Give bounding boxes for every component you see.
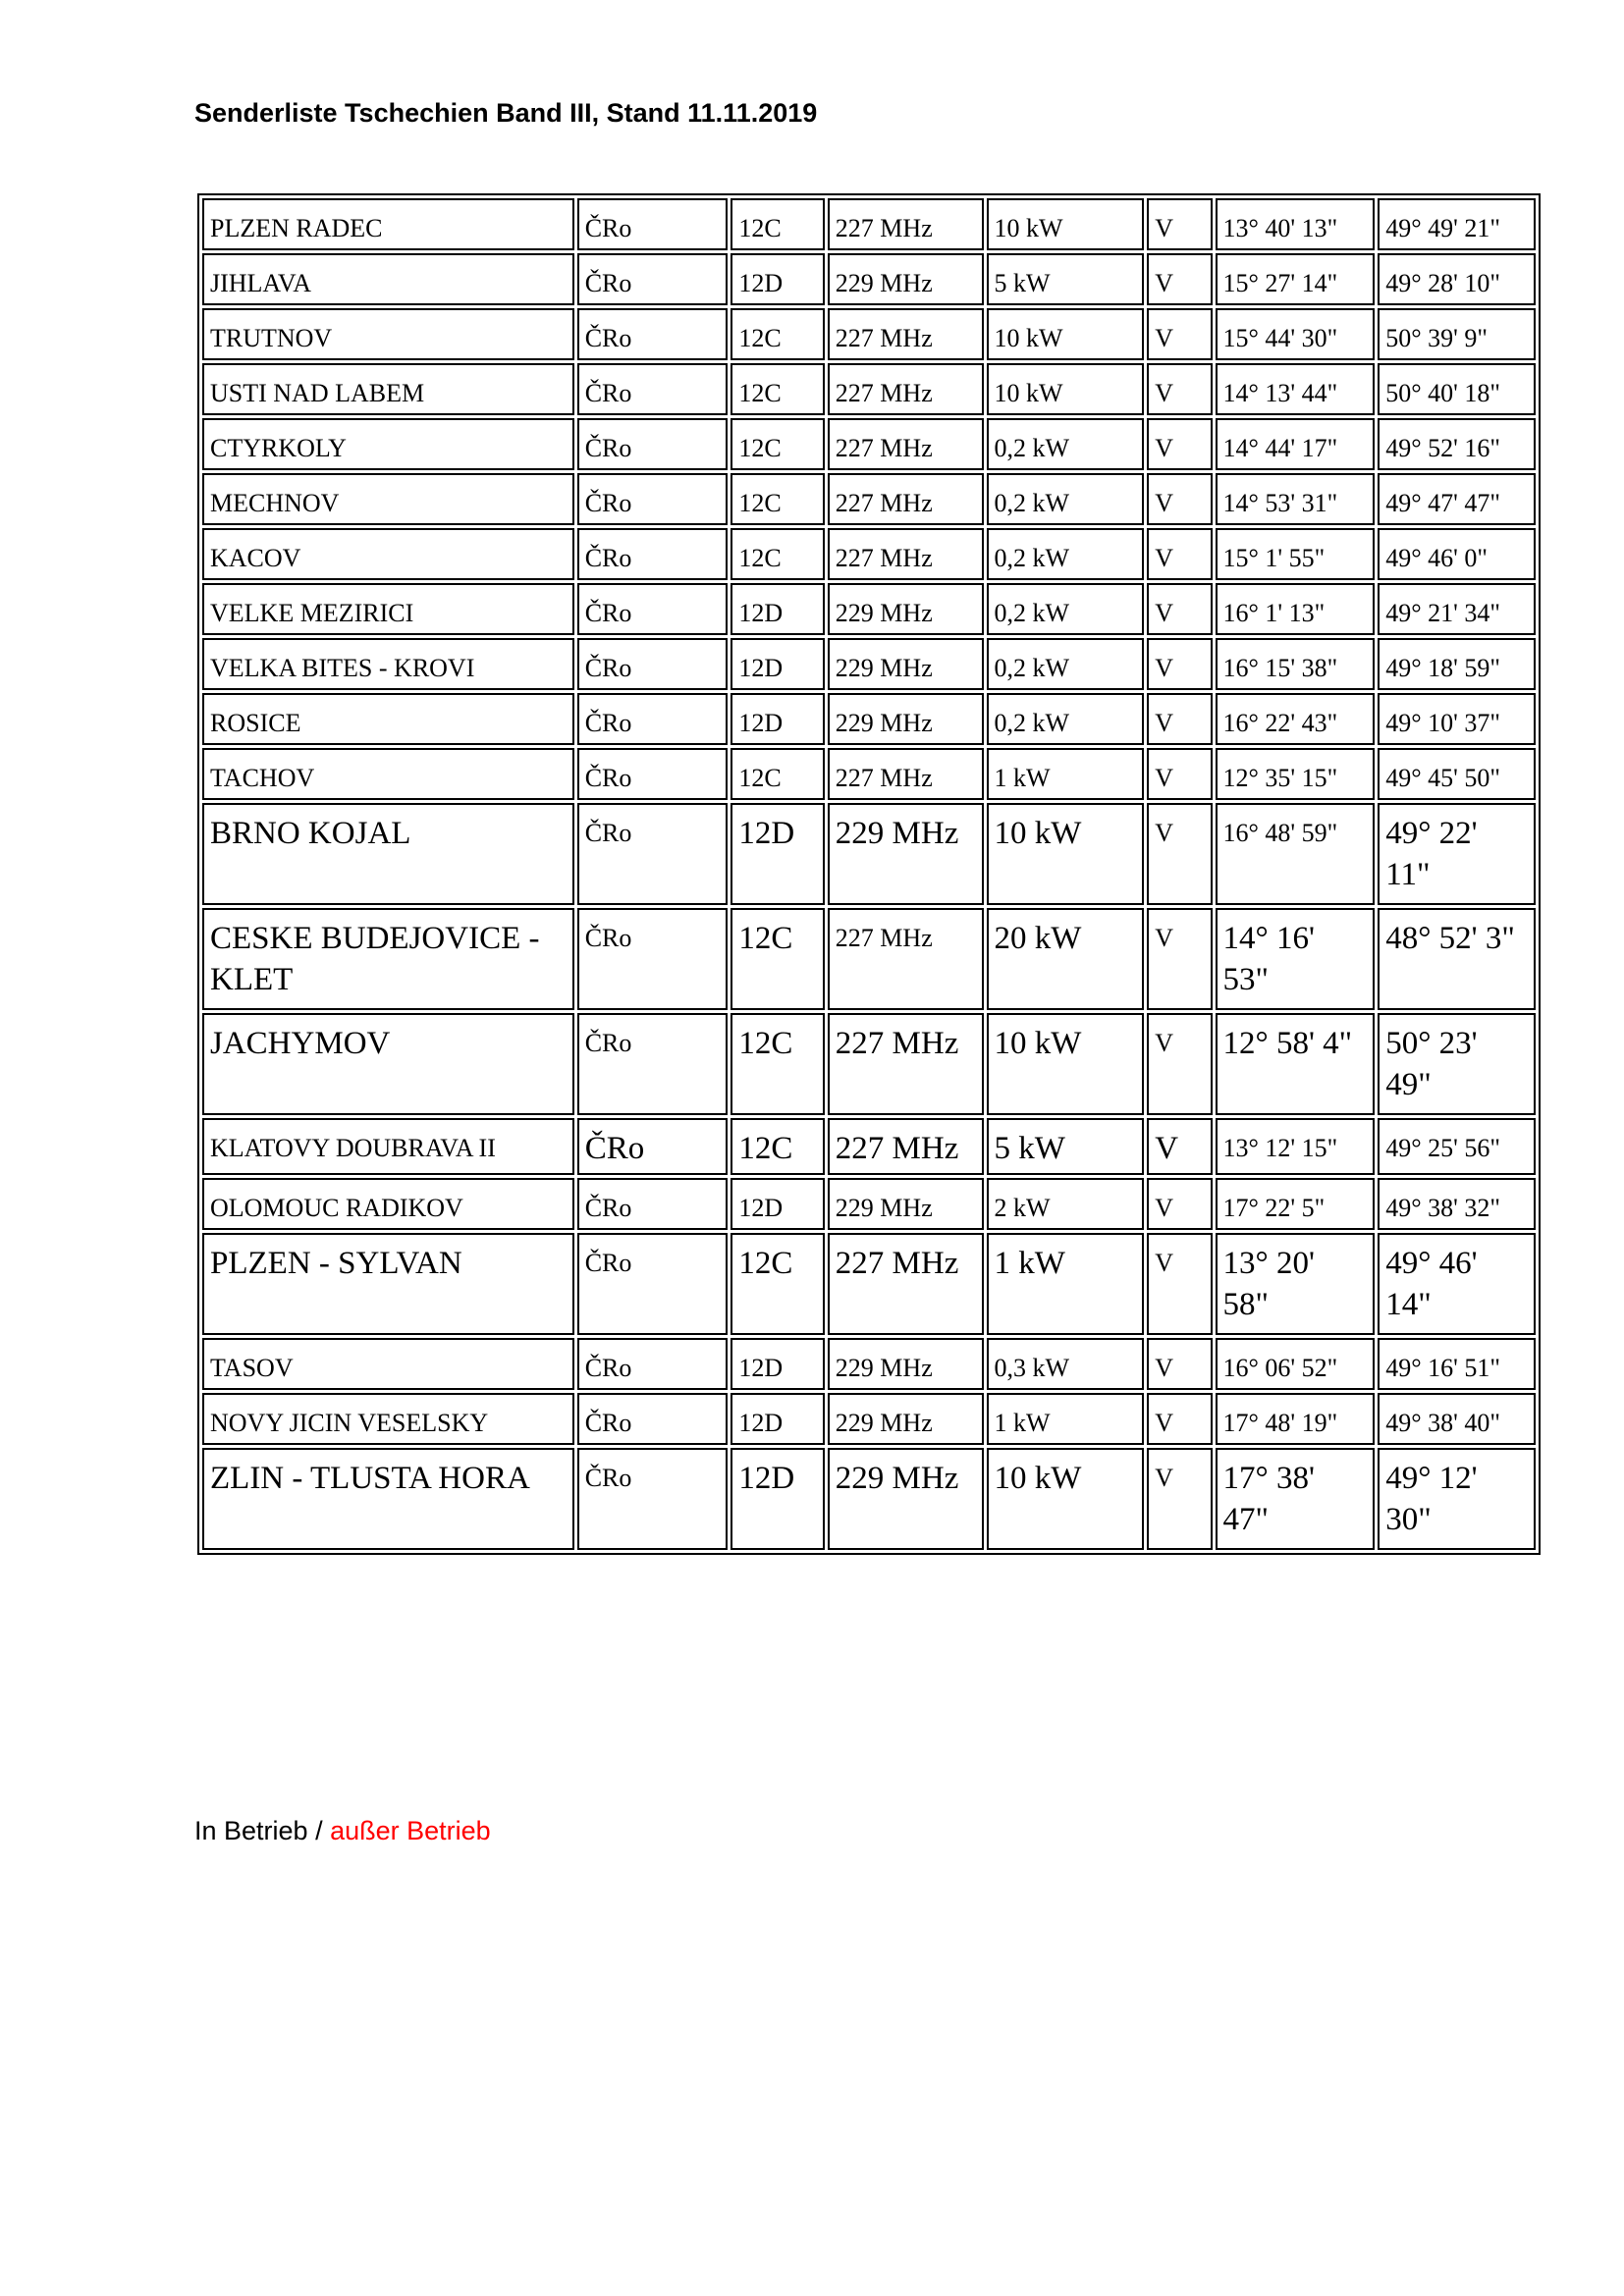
power-cell: 2 kW [987,1178,1145,1230]
table-row [202,1178,1536,1230]
polarization-cell: V [1147,583,1212,635]
station-name-cell: ZLIN - TLUSTA HORA [202,1448,574,1550]
block-cell: 12D [731,253,824,305]
longitude-cell: 13° 40' 13" [1216,198,1376,250]
frequency-cell: 227 MHz [828,473,984,525]
block-cell: 12D [731,638,824,690]
table-row [202,583,1536,635]
frequency-cell: 227 MHz [828,1233,984,1335]
block-cell: 12C [731,308,824,360]
frequency-cell: 229 MHz [828,803,984,905]
polarization-cell: V [1147,1233,1212,1335]
table-row [202,1338,1536,1390]
block-cell: 12D [731,1178,824,1230]
table-row [202,418,1536,470]
station-name-cell: VELKA BITES - KROVI [202,638,574,690]
station-name-cell: NOVY JICIN VESELSKY [202,1393,574,1445]
latitude-cell: 49° 21' 34" [1378,583,1536,635]
power-cell: 10 kW [987,363,1145,415]
polarization-cell: V [1147,908,1212,1010]
block-cell: 12D [731,583,824,635]
longitude-cell: 15° 1' 55" [1216,528,1376,580]
block-cell: 12C [731,908,824,1010]
table-row [202,803,1536,905]
power-cell: 0,2 kW [987,418,1145,470]
block-cell: 12C [731,1013,824,1115]
table-row [202,308,1536,360]
program-cell: ČRo [577,198,729,250]
legend [194,1816,491,1846]
program-cell: ČRo [577,583,729,635]
polarization-cell: V [1147,308,1212,360]
latitude-cell: 49° 49' 21" [1378,198,1536,250]
frequency-cell: 229 MHz [828,693,984,745]
polarization-cell: V [1147,1118,1212,1175]
block-cell: 12C [731,418,824,470]
longitude-cell: 17° 48' 19" [1216,1393,1376,1445]
power-cell: 10 kW [987,1448,1145,1550]
latitude-cell: 49° 16' 51" [1378,1338,1536,1390]
polarization-cell: V [1147,418,1212,470]
power-cell: 20 kW [987,908,1145,1010]
frequency-cell: 229 MHz [828,1178,984,1230]
polarization-cell: V [1147,253,1212,305]
polarization-cell: V [1147,473,1212,525]
polarization-cell: V [1147,748,1212,800]
table-row [202,1448,1536,1550]
transmitter-table [197,193,1541,1555]
longitude-cell: 16° 22' 43" [1216,693,1376,745]
frequency-cell: 227 MHz [828,198,984,250]
program-cell: ČRo [577,1178,729,1230]
table-row [202,198,1536,250]
block-cell: 12D [731,803,824,905]
station-name-cell: PLZEN RADEC [202,198,574,250]
station-name-cell: CTYRKOLY [202,418,574,470]
longitude-cell: 14° 44' 17" [1216,418,1376,470]
frequency-cell: 227 MHz [828,748,984,800]
program-cell: ČRo [577,693,729,745]
longitude-cell: 13° 20' 58" [1216,1233,1376,1335]
frequency-cell: 227 MHz [828,908,984,1010]
longitude-cell: 12° 35' 15" [1216,748,1376,800]
table-row [202,638,1536,690]
power-cell: 10 kW [987,308,1145,360]
station-name-cell: MECHNOV [202,473,574,525]
table-row [202,1393,1536,1445]
frequency-cell: 227 MHz [828,528,984,580]
polarization-cell: V [1147,363,1212,415]
power-cell: 0,2 kW [987,638,1145,690]
frequency-cell: 229 MHz [828,253,984,305]
table-row [202,473,1536,525]
frequency-cell: 227 MHz [828,363,984,415]
table-row [202,1118,1536,1175]
program-cell: ČRo [577,1393,729,1445]
frequency-cell: 229 MHz [828,1338,984,1390]
block-cell: 12C [731,1118,824,1175]
latitude-cell: 49° 25' 56" [1378,1118,1536,1175]
power-cell: 0,3 kW [987,1338,1145,1390]
table-row [202,528,1536,580]
longitude-cell: 14° 13' 44" [1216,363,1376,415]
latitude-cell: 50° 40' 18" [1378,363,1536,415]
frequency-cell: 227 MHz [828,418,984,470]
polarization-cell: V [1147,1013,1212,1115]
latitude-cell: 49° 18' 59" [1378,638,1536,690]
longitude-cell: 16° 15' 38" [1216,638,1376,690]
program-cell: ČRo [577,748,729,800]
program-cell: ČRo [577,638,729,690]
latitude-cell: 49° 45' 50" [1378,748,1536,800]
frequency-cell: 229 MHz [828,1393,984,1445]
station-name-cell: BRNO KOJAL [202,803,574,905]
latitude-cell: 49° 38' 32" [1378,1178,1536,1230]
station-name-cell: KACOV [202,528,574,580]
power-cell: 0,2 kW [987,528,1145,580]
station-name-cell: JIHLAVA [202,253,574,305]
latitude-cell: 48° 52' 3" [1378,908,1536,1010]
table-row [202,253,1536,305]
longitude-cell: 16° 1' 13" [1216,583,1376,635]
block-cell: 12C [731,363,824,415]
longitude-cell: 14° 53' 31" [1216,473,1376,525]
station-name-cell: TASOV [202,1338,574,1390]
polarization-cell: V [1147,1393,1212,1445]
latitude-cell: 49° 38' 40" [1378,1393,1536,1445]
block-cell: 12D [731,1448,824,1550]
legend-in-operation: In Betrieb / [194,1816,323,1845]
polarization-cell: V [1147,803,1212,905]
power-cell: 5 kW [987,1118,1145,1175]
latitude-cell: 49° 12' 30" [1378,1448,1536,1550]
power-cell: 0,2 kW [987,473,1145,525]
frequency-cell: 229 MHz [828,638,984,690]
polarization-cell: V [1147,1338,1212,1390]
block-cell: 12D [731,1338,824,1390]
table-row [202,908,1536,1010]
program-cell: ČRo [577,363,729,415]
program-cell: ČRo [577,1013,729,1115]
latitude-cell: 49° 46' 14" [1378,1233,1536,1335]
station-name-cell: ROSICE [202,693,574,745]
power-cell: 10 kW [987,803,1145,905]
block-cell: 12D [731,1393,824,1445]
latitude-cell: 49° 47' 47" [1378,473,1536,525]
station-name-cell: OLOMOUC RADIKOV [202,1178,574,1230]
block-cell: 12C [731,748,824,800]
station-name-cell: JACHYMOV [202,1013,574,1115]
longitude-cell: 15° 27' 14" [1216,253,1376,305]
program-cell: ČRo [577,1233,729,1335]
frequency-cell: 227 MHz [828,1013,984,1115]
program-cell: ČRo [577,1338,729,1390]
legend-out-of-operation: außer Betrieb [330,1816,491,1845]
frequency-cell: 227 MHz [828,1118,984,1175]
power-cell: 1 kW [987,1393,1145,1445]
table-row [202,748,1536,800]
frequency-cell: 229 MHz [828,1448,984,1550]
polarization-cell: V [1147,528,1212,580]
program-cell: ČRo [577,1118,729,1175]
power-cell: 0,2 kW [987,583,1145,635]
latitude-cell: 49° 22' 11" [1378,803,1536,905]
longitude-cell: 13° 12' 15" [1216,1118,1376,1175]
latitude-cell: 50° 39' 9" [1378,308,1536,360]
power-cell: 10 kW [987,1013,1145,1115]
longitude-cell: 17° 38' 47" [1216,1448,1376,1550]
program-cell: ČRo [577,473,729,525]
longitude-cell: 14° 16' 53" [1216,908,1376,1010]
latitude-cell: 50° 23' 49" [1378,1013,1536,1115]
longitude-cell: 16° 48' 59" [1216,803,1376,905]
program-cell: ČRo [577,528,729,580]
program-cell: ČRo [577,1448,729,1550]
block-cell: 12C [731,528,824,580]
longitude-cell: 15° 44' 30" [1216,308,1376,360]
latitude-cell: 49° 52' 16" [1378,418,1536,470]
latitude-cell: 49° 46' 0" [1378,528,1536,580]
block-cell: 12C [731,198,824,250]
table-row [202,693,1536,745]
frequency-cell: 227 MHz [828,308,984,360]
station-name-cell: TACHOV [202,748,574,800]
power-cell: 0,2 kW [987,693,1145,745]
station-name-cell: CESKE BUDEJOVICE - KLET [202,908,574,1010]
station-name-cell: USTI NAD LABEM [202,363,574,415]
program-cell: ČRo [577,908,729,1010]
page-title: Senderliste Tschechien Band III, Stand 11.11.2019 [194,98,818,128]
power-cell: 1 kW [987,748,1145,800]
table-row [202,1233,1536,1335]
power-cell: 5 kW [987,253,1145,305]
station-name-cell: TRUTNOV [202,308,574,360]
block-cell: 12C [731,1233,824,1335]
polarization-cell: V [1147,638,1212,690]
frequency-cell: 229 MHz [828,583,984,635]
power-cell: 10 kW [987,198,1145,250]
longitude-cell: 16° 06' 52" [1216,1338,1376,1390]
polarization-cell: V [1147,1448,1212,1550]
polarization-cell: V [1147,693,1212,745]
program-cell: ČRo [577,308,729,360]
table-row [202,1013,1536,1115]
program-cell: ČRo [577,803,729,905]
polarization-cell: V [1147,1178,1212,1230]
latitude-cell: 49° 28' 10" [1378,253,1536,305]
station-name-cell: VELKE MEZIRICI [202,583,574,635]
longitude-cell: 12° 58' 4" [1216,1013,1376,1115]
latitude-cell: 49° 10' 37" [1378,693,1536,745]
block-cell: 12C [731,473,824,525]
table-row [202,363,1536,415]
station-name-cell: KLATOVY DOUBRAVA II [202,1118,574,1175]
polarization-cell: V [1147,198,1212,250]
block-cell: 12D [731,693,824,745]
power-cell: 1 kW [987,1233,1145,1335]
longitude-cell: 17° 22' 5" [1216,1178,1376,1230]
program-cell: ČRo [577,418,729,470]
station-name-cell: PLZEN - SYLVAN [202,1233,574,1335]
program-cell: ČRo [577,253,729,305]
